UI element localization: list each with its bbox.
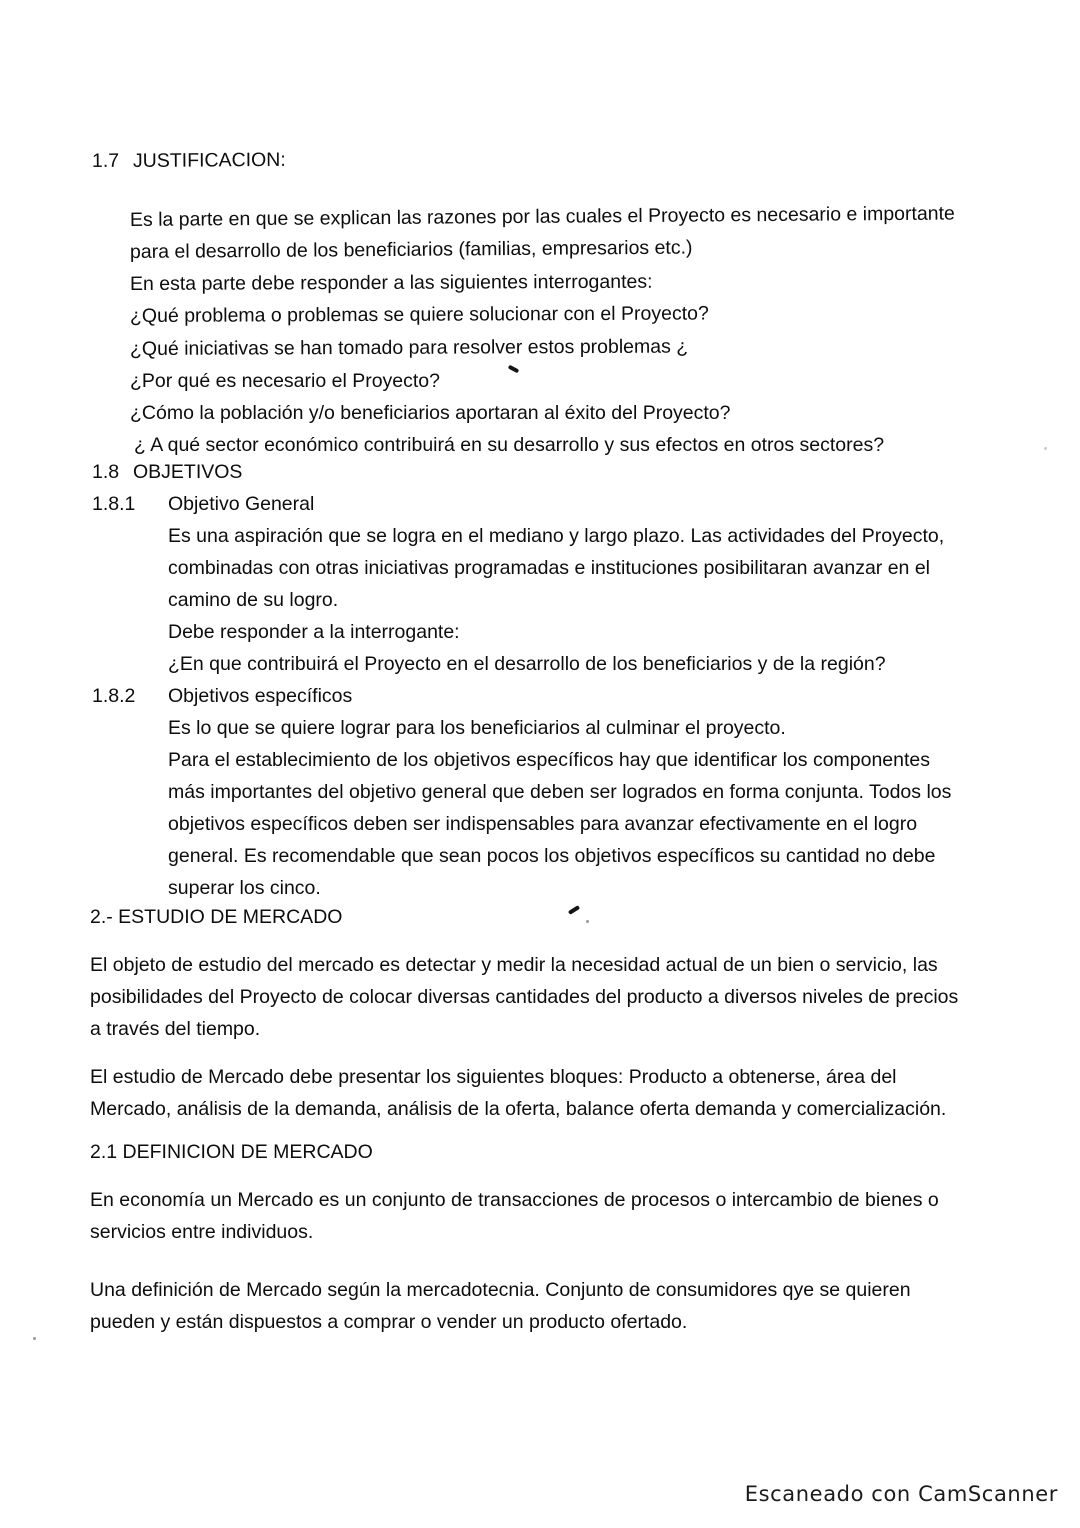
objetivo-general-prompt: Debe responder a la interrogante: — [168, 621, 460, 643]
justificacion-line-7: ¿Cómo la población y/o beneficiarios aportaran al éxito del Proyecto? — [130, 402, 731, 424]
estudio-mercado-p1-line-3: a través del tiempo. — [90, 1018, 261, 1040]
objetivos-especificos-line-2: más importantes del objetivo general que deben ser logrados en forma conjunta. Todos los — [168, 781, 952, 803]
objetivos-especificos-line-5: superar los cinco. — [168, 877, 321, 899]
estudio-mercado-p1-line-1: El objeto de estudio del mercado es detectar y medir la necesidad actual de un bien o servicio, las — [90, 954, 938, 976]
camscanner-watermark: Escaneado con CamScanner — [744, 1481, 1058, 1506]
heading-title-objetivos-especificos: Objetivos específicos — [168, 685, 353, 707]
scan-artifact-mark-1 — [508, 365, 520, 374]
scan-artifact-dust-2 — [33, 1337, 36, 1340]
objetivos-especificos-intro: Es lo que se quiere lograr para los beneficiarios al culminar el proyecto. — [168, 717, 786, 739]
objetivos-especificos-line-3: objetivos específicos deben ser indispensables para avanzar efectivamente en el logro — [168, 813, 918, 835]
definicion-mercado-p2-line-1: Una definición de Mercado según la mercadotecnia. Conjunto de consumidores qye se quieren — [90, 1279, 911, 1301]
heading-definicion-de-mercado: 2.1 DEFINICION DE MERCADO — [90, 1141, 373, 1163]
justificacion-line-1: Es la parte en que se explican las razones por las cuales el Proyecto es necesario e importante — [129, 202, 955, 231]
definicion-mercado-p1-line-2: servicios entre individuos. — [90, 1221, 314, 1243]
justificacion-line-8: ¿ A qué sector económico contribuirá en su desarrollo y sus efectos en otros sectores? — [134, 434, 885, 456]
heading-title-objetivo-general: Objetivo General — [168, 493, 315, 515]
heading-number-1-8-1: 1.8.1 — [92, 493, 136, 515]
justificacion-line-5: ¿Qué iniciativas se han tomado para resolver estos problemas ¿ — [129, 335, 689, 360]
heading-number-1-7: 1.7 — [91, 149, 120, 172]
heading-estudio-de-mercado: 2.- ESTUDIO DE MERCADO — [90, 906, 343, 928]
definicion-mercado-p1-line-1: En economía un Mercado es un conjunto de transacciones de procesos o intercambio de bienes o — [90, 1189, 939, 1211]
scan-artifact-mark-2 — [568, 905, 580, 915]
estudio-mercado-p2-line-1: El estudio de Mercado debe presentar los siguientes bloques: Producto a obtenerse, área del — [90, 1066, 897, 1088]
scan-artifact-dust-3 — [1044, 447, 1047, 450]
scan-artifact-dust-1 — [586, 920, 589, 923]
estudio-mercado-p2-line-2: Mercado, análisis de la demanda, análisis de la oferta, balance oferta demanda y comercialización. — [90, 1098, 947, 1120]
objetivos-especificos-line-4: general. Es recomendable que sean pocos los objetivos específicos su cantidad no debe — [168, 845, 936, 867]
heading-title-justificacion: JUSTIFICACION: — [132, 148, 286, 172]
objetivo-general-question: ¿En que contribuirá el Proyecto en el desarrollo de los beneficiarios y de la región? — [168, 653, 886, 675]
heading-title-objetivos: OBJETIVOS — [133, 461, 243, 483]
definicion-mercado-p2-line-2: pueden y están dispuestos a comprar o vender un producto ofertado. — [90, 1311, 688, 1333]
justificacion-line-4: ¿Qué problema o problemas se quiere solucionar con el Proyecto? — [129, 302, 709, 327]
objetivos-especificos-line-1: Para el establecimiento de los objetivos específicos hay que identificar los componentes — [168, 749, 931, 771]
estudio-mercado-p1-line-2: posibilidades del Proyecto de colocar diversas cantidades del producto a diversos niveles de precios — [90, 986, 959, 1008]
heading-number-1-8: 1.8 — [92, 461, 120, 483]
objetivo-general-line-3: camino de su logro. — [168, 589, 339, 611]
justificacion-line-6: ¿Por qué es necesario el Proyecto? — [130, 370, 441, 392]
justificacion-line-2: para el desarrollo de los beneficiarios (familias, empresarios etc.) — [129, 236, 693, 263]
heading-number-1-8-2: 1.8.2 — [92, 685, 136, 707]
justificacion-line-3: En esta parte debe responder a las siguientes interrogantes: — [129, 270, 653, 295]
objetivo-general-line-2: combinadas con otras iniciativas programadas e instituciones posibilitaran avanzar en el — [168, 557, 930, 579]
objetivo-general-line-1: Es una aspiración que se logra en el mediano y largo plazo. Las actividades del Proyecto, — [168, 525, 945, 547]
